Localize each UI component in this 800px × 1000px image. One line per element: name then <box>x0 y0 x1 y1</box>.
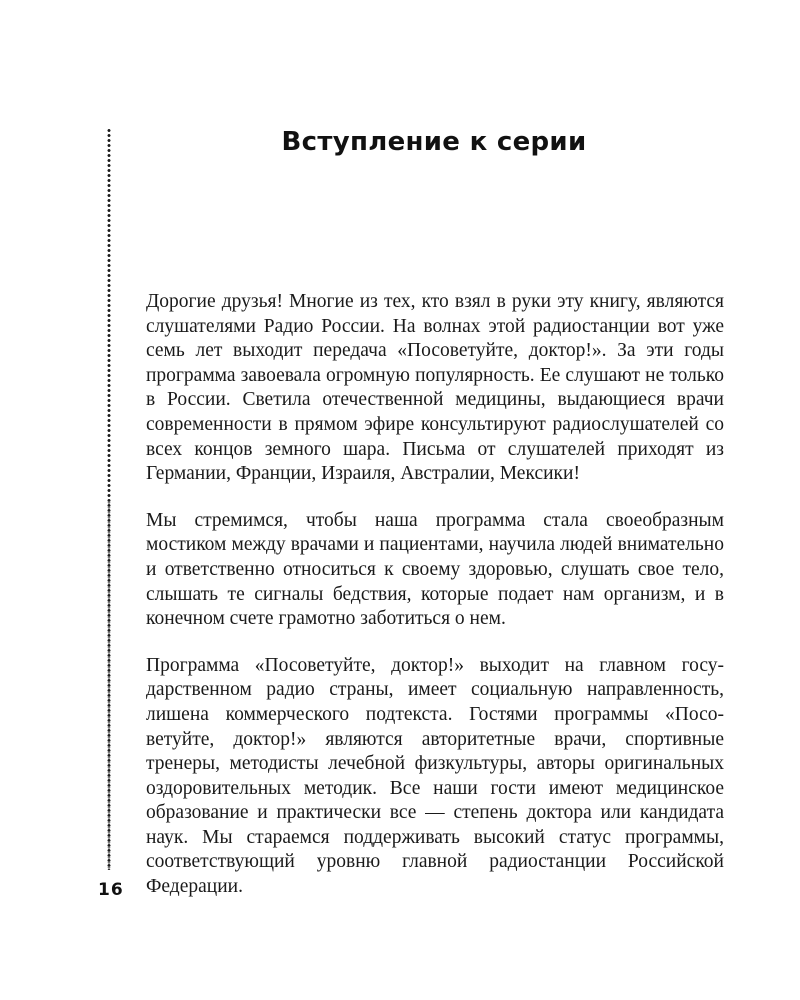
body-text <box>146 290 724 922</box>
paragraph: Дорогие друзья! Многие из тех, кто взял в руки эту книгу, являются слушателями Радио России. На волнах этой радиостанции вот уже семь лет выходит передача «Посоветуйте, доктор!». За эти годы программа завоевала огромную популярность. Ее слушают не только в России. Светила отечественной медицины, выдающиеся врачи современности в прямом эфире консультируют радиослушателей со всех концов земного шара. Письма от слушателей приходят из Германии, Франции, Израиля, Австралии, Мексики! <box>146 291 724 485</box>
page-number: 16 <box>98 880 124 900</box>
paragraph: Мы стремимся, чтобы наша программа стала своеобразным мостиком между врачами и пациентами, научила людей внимательно и ответственно относиться к своему здоровью, слушать свое тело, слышать те сигналы бедствия, которые подает нам организм, и в конечном счете грамотно заботиться о нем. <box>146 509 724 630</box>
margin-dotted-rule-faded <box>107 500 111 870</box>
chapter-title: Вступление к серии <box>281 127 587 157</box>
paragraph: Программа «Посоветуйте, доктор!» выходит на главном государственном радио страны, имеет социальную направленность, лишена коммерческого подтекста. Гостями программы «Посоветуйте, доктор!» являются авторитетные врачи, спортивные тренеры, методисты лечебной физкультуры, авторы оригинальных оздоровительных методик. Все наши гости имеют медицинское образование и практически все — степень доктора или кандидата наук. Мы стараемся поддерживать высокий статус программы, соответствующий уровню главной радиостанции Российской Федерации. <box>146 654 724 898</box>
